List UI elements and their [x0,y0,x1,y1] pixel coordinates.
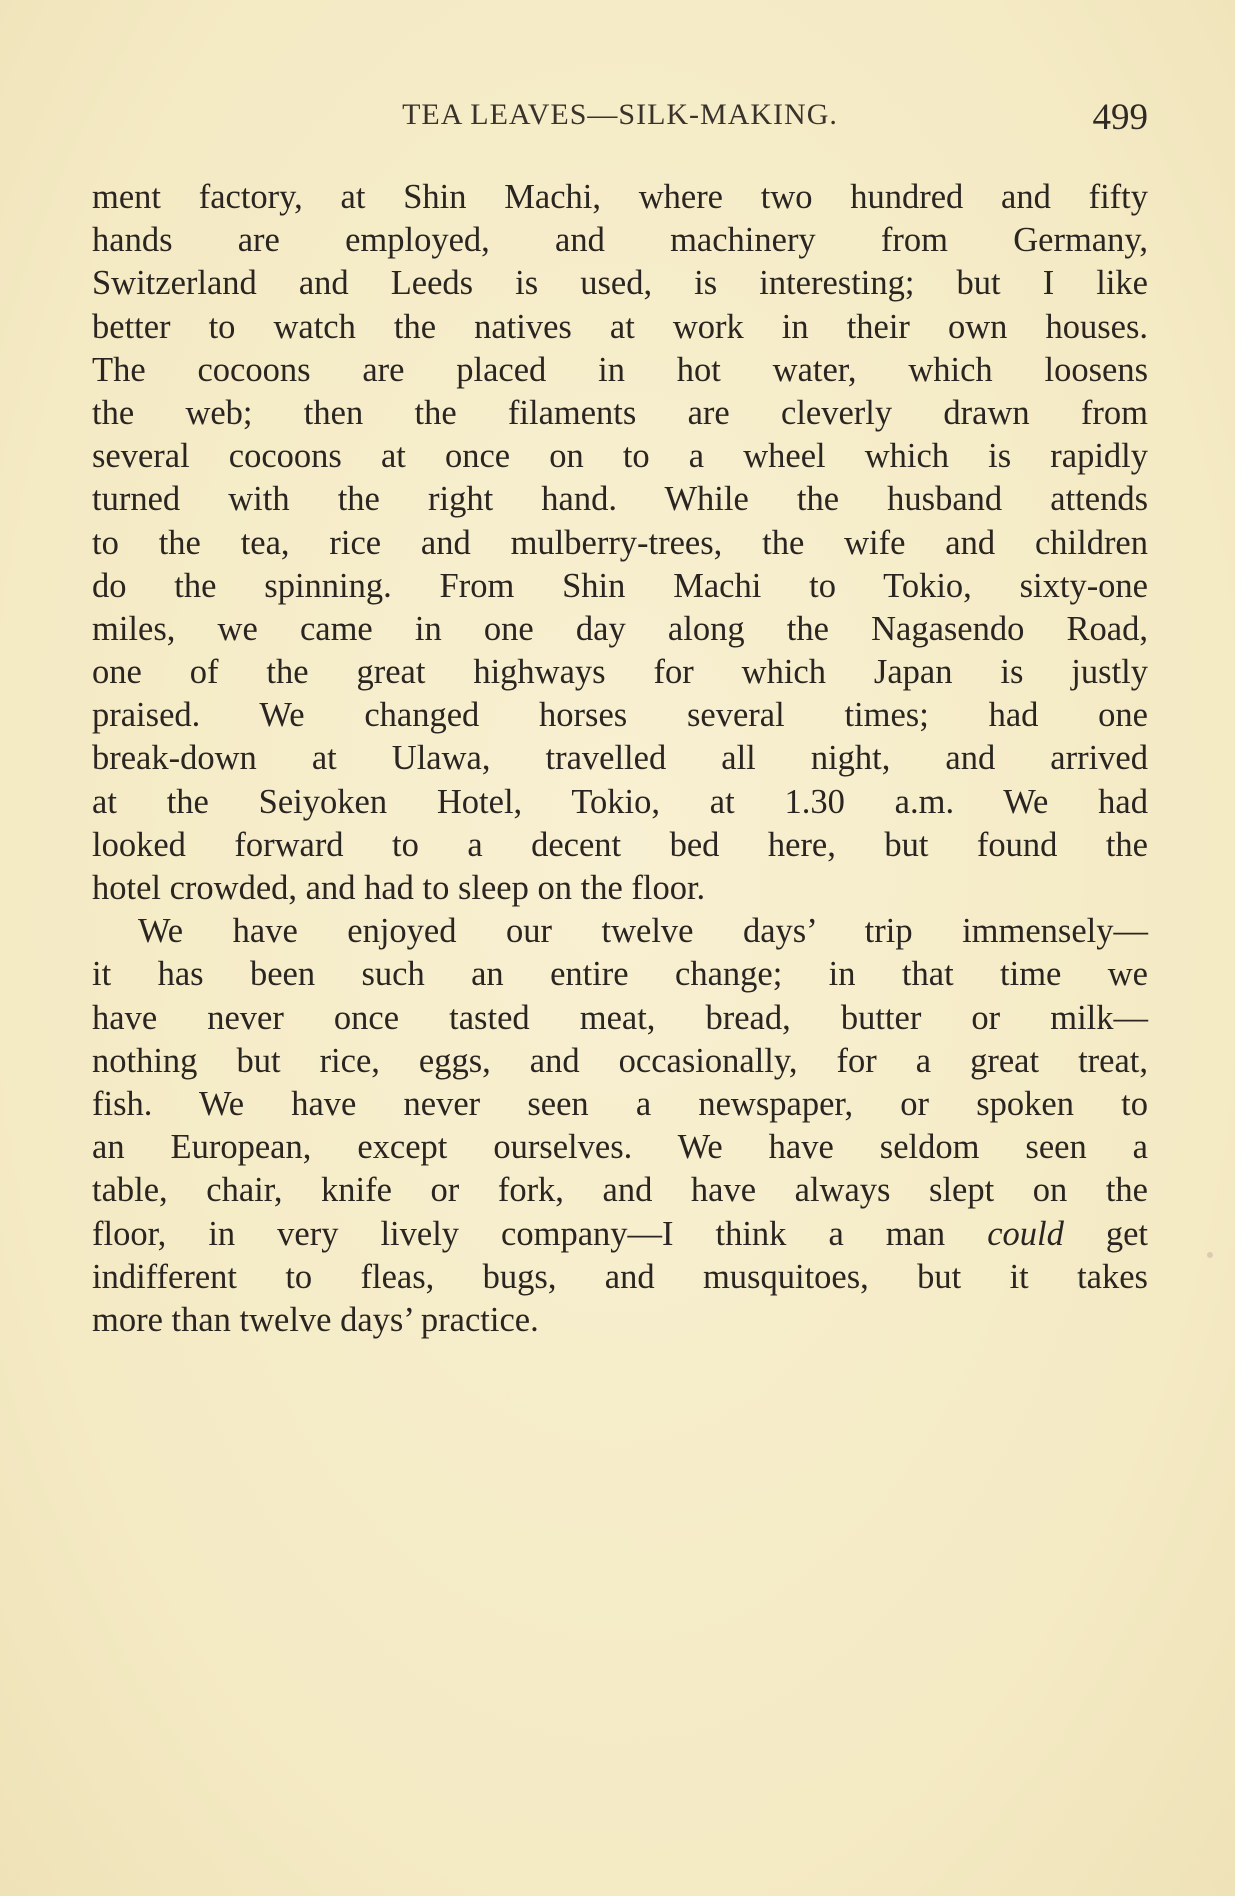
text-line-with-italic [92,1213,1148,1256]
paper-speck [1207,1252,1213,1258]
italic-emphasis: could [987,1214,1064,1253]
text-line: indifferent to fleas, bugs, and musquitoes, but it takes [92,1257,1148,1296]
text-line: break-down at Ulawa, travelled all night, and arrived [92,739,1148,778]
text-line: to the tea, rice and mulberry-trees, the wife and children [92,523,1148,562]
text-line: better to watch the natives at work in their own houses. [92,307,1148,346]
text-line: have never once tasted meat, bread, butter or milk— [92,998,1148,1037]
text-line: at the Seiyoken Hotel, Tokio, at 1.30 a.m. We had [92,782,1148,821]
text-line: do the spinning. From Shin Machi to Tokio, sixty-one [92,566,1148,605]
text-line: an European, except ourselves. We have seldom seen a [92,1128,1148,1167]
text-line: fish. We have never seen a newspaper, or spoken to [92,1084,1148,1123]
text-line: more than twelve days’ practice. [92,1300,539,1339]
text-line: praised. We changed horses several times; had one [92,696,1148,735]
text-line: miles, we came in one day along the Nagasendo Road, [92,609,1148,648]
text-line: nothing but rice, eggs, and occasionally, for a great treat, [92,1041,1148,1080]
text-line: ment factory, at Shin Machi, where two hundred and fifty [92,178,1148,216]
line-segment: floor, in very lively company—I think a man [92,1214,946,1253]
text-line: We have enjoyed our twelve days’ trip immensely— [138,912,1148,951]
body-text [92,176,1148,1342]
text-line: The cocoons are placed in hot water, which loosens [92,350,1148,389]
text-line: Switzerland and Leeds is used, is interesting; but I like [92,264,1148,303]
text-line: several cocoons at once on to a wheel which is rapidly [92,437,1148,476]
page-number: 499 [1092,97,1148,138]
text-line: looked forward to a decent bed here, but found the [92,825,1148,864]
text-line: it has been such an entire change; in that time we [92,955,1148,994]
running-head [92,96,1148,142]
text-line: turned with the right hand. While the husband attends [92,480,1148,519]
text-line: table, chair, knife or fork, and have always slept on the [92,1171,1148,1210]
text-line: hotel crowded, and had to sleep on the floor. [92,869,706,907]
line-segment: get [1105,1214,1149,1253]
text-line: the web; then the filaments are cleverly drawn from [92,393,1148,432]
text-line: one of the great highways for which Japan is justly [92,653,1148,692]
text-line: hands are employed, and machinery from Germany, [92,221,1148,260]
running-title: TEA LEAVES—SILK-MAKING. [402,98,838,131]
